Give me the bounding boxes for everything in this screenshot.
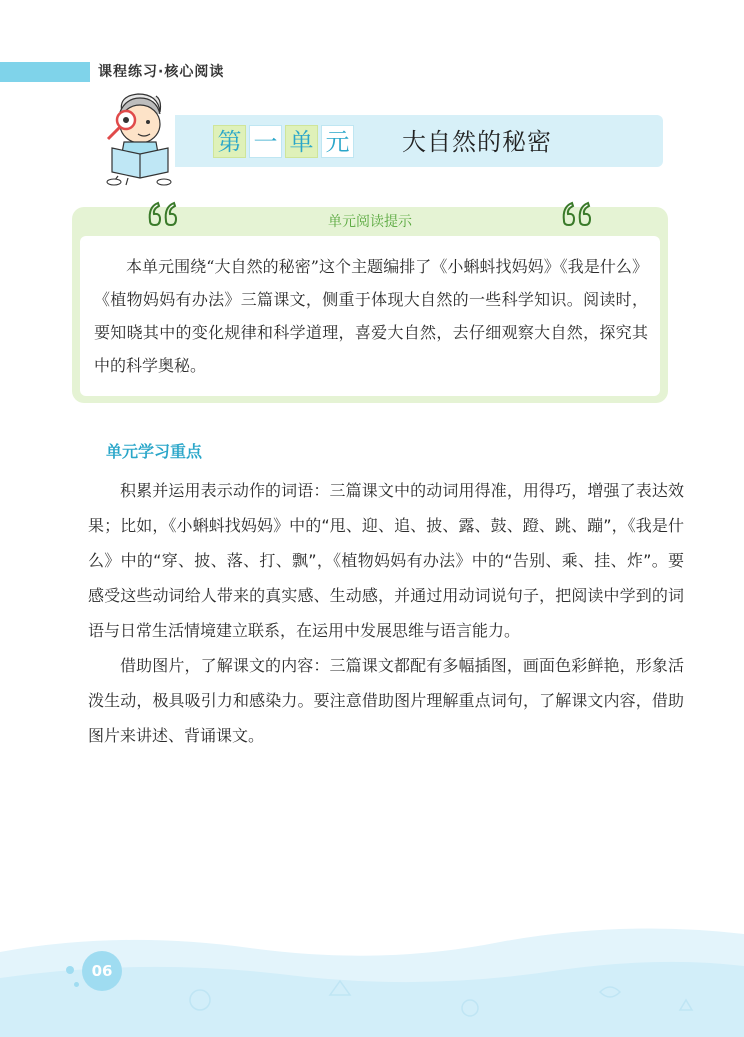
reading-tips-panel	[80, 236, 660, 396]
unit-number-boxes	[213, 125, 354, 158]
decor-dot	[74, 982, 79, 987]
header-accent-bar	[0, 62, 90, 82]
unit-char-box: 第	[213, 125, 246, 158]
unit-char-box: 单	[285, 125, 318, 158]
focus-paragraph: 借助图片，了解课文的内容：三篇课文都配有多幅插图，画面色彩鲜艳，形象活泼生动，极具吸引力和感染力。要注意借助图片理解重点词句，了解课文内容，借助图片来讲述、背诵课文。	[88, 656, 684, 745]
reading-tips-title: 单元阅读提示	[328, 214, 412, 230]
unit-name: 大自然的秘密	[402, 128, 552, 156]
page-number: 06	[91, 962, 113, 980]
unit-char-box: 一	[249, 125, 282, 158]
right-quote-icon	[560, 199, 596, 227]
reading-tips-box	[72, 207, 668, 403]
reading-boy-mascot	[98, 90, 180, 186]
header-title: 课程练习·核心阅读	[98, 64, 225, 80]
reading-tips-text: 本单元围绕“大自然的秘密”这个主题编排了《小蝌蚪找妈妈》《我是什么》《植物妈妈有办法》三篇课文，侧重于体现大自然的一些科学知识。阅读时，要知晓其中的变化规律和科学道理，喜爱大自然，去仔细观察大自然，探究其中的科学奥秘。	[94, 257, 648, 375]
decor-dot	[66, 966, 74, 974]
left-quote-icon	[146, 199, 182, 227]
unit-char-box: 元	[321, 125, 354, 158]
learning-focus-body	[88, 473, 684, 753]
learning-focus-heading: 单元学习重点	[106, 442, 203, 461]
focus-paragraph: 积累并运用表示动作的词语：三篇课文中的动词用得准，用得巧，增强了表达效果；比如，《小蝌蚪找妈妈》中的“甩、迎、追、披、露、鼓、蹬、跳、蹦”，《我是什么》中的“穿、披、落、打、飘”，《植物妈妈有办法》中的“告别、乘、挂、炸”。要感受这些动词给人带来的真实感、生动感，并通过用动词说句子，把阅读中学到的词语与日常生活情境建立联系，在运用中发展思维与语言能力。	[88, 481, 684, 640]
